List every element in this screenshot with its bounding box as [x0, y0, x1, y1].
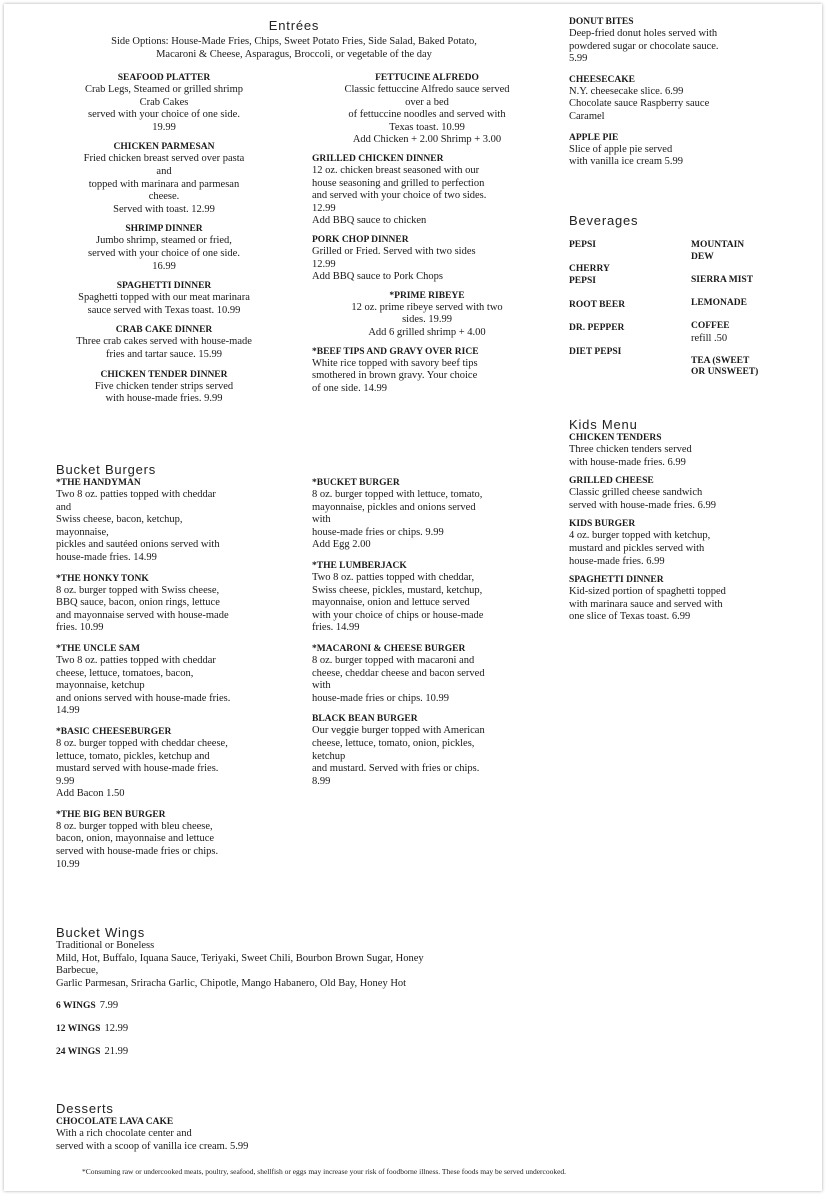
burgers-mid-column [312, 477, 547, 788]
item-name: SEAFOOD PLATTER [117, 73, 211, 83]
menu-item [56, 643, 296, 718]
wings-title: Bucket Wings [56, 925, 146, 940]
item-desc: Kid-sized portion of spaghetti topped with marinara sauce and served with one slice of Texas toast. 6.99 [569, 586, 726, 623]
kids-menu-title: Kids Menu [569, 417, 638, 432]
wing-option-name: 12 WINGS [56, 1024, 101, 1035]
item-desc: Fried chicken breast served over pasta and topped with marinara and parmesan cheese. Served with toast. 12.99 [83, 153, 245, 215]
beverage-item: TEA (SWEET OR UNSWEET) [691, 355, 759, 377]
item-name: *BEEF TIPS AND GRAVY OVER RICE [312, 346, 479, 357]
item-name: GRILLED CHEESE [569, 476, 654, 487]
wing-option-price: 7.99 [99, 1000, 119, 1012]
item-desc: 12 oz. prime ribeye served with two sides. 19.99 Add 6 grilled shrimp + 4.00 [351, 301, 503, 338]
item-name: SPAGHETTI DINNER [569, 575, 664, 586]
menu-item [56, 809, 296, 871]
menu-item [312, 290, 542, 340]
burgers-title: Bucket Burgers [56, 462, 157, 477]
item-desc: Jumbo shrimp, steamed or fried, served with your choice of one side. 16.99 [88, 235, 240, 272]
item-name: FETTUCINE ALFREDO [375, 73, 479, 83]
item-desc: Classic fettuccine Alfredo sauce served over a bed of fettuccine noodles and served with Texas toast. 10.99 Add Chicken + 2.00 Shrimp + 3.00 [344, 84, 510, 146]
item-desc: Our veggie burger topped with American cheese, lettuce, tomato, onion, pickles, ketchup and mustard. Served with fries or chips. 8.99 [312, 725, 485, 787]
beverages-right-list [691, 240, 801, 379]
wing-option-price: 21.99 [104, 1046, 129, 1058]
item-desc: Spaghetti topped with our meat marinara sauce served with Texas toast. 10.99 [78, 292, 250, 316]
side-options: Side Options: House-Made Fries, Chips, Sweet Potato Fries, Side Salad, Baked Potato, Macaroni & Cheese, Asparagus, Broccoli, or vegetable of the day [111, 36, 477, 60]
menu-page [4, 4, 822, 1191]
menu-item [312, 234, 542, 284]
wing-option [56, 1041, 576, 1059]
wing-option [56, 995, 576, 1018]
menu-item [312, 72, 542, 147]
menu-item [569, 74, 789, 124]
beverage-item: CHERRY PEPSI [569, 264, 610, 286]
menu-item [44, 369, 284, 406]
item-desc: Two 8 oz. patties topped with cheddar cheese, lettuce, tomatoes, bacon, mayonnaise, ketchup and onions served with house-made fries. 14.99 [56, 654, 231, 717]
burgers-left-column [56, 477, 296, 871]
item-name: SHRIMP DINNER [125, 224, 203, 235]
menu-item [569, 574, 789, 624]
entrees-left-column [44, 72, 284, 406]
menu-item [312, 560, 547, 635]
kids-menu-section [569, 417, 789, 624]
item-name: CRAB CAKE DINNER [115, 325, 213, 336]
entrees-mid-column [312, 72, 542, 395]
item-desc: 8 oz. burger topped with Swiss cheese, BBQ sauce, bacon, onion rings, lettuce and mayonnaise served with house-made fries. 10.99 [56, 584, 229, 634]
wing-option [56, 1018, 576, 1041]
item-name: *THE HANDYMAN [56, 478, 141, 488]
item-desc: 8 oz. burger topped with cheddar cheese, lettuce, tomato, pickles, ketchup and mustard served with house-made fries. 9.99 Add Bacon 1.50 [56, 737, 228, 800]
desserts-title: Desserts [56, 1101, 114, 1116]
item-desc: Classic grilled cheese sandwich served with house-made fries. 6.99 [569, 487, 716, 511]
item-name: *MACARONI & CHEESE BURGER [312, 643, 466, 654]
item-desc: Two 8 oz. patties topped with cheddar and Swiss cheese, bacon, ketchup, mayonnaise, pickles and sautéed onions served with house-made fries. 14.99 [56, 489, 220, 563]
menu-item [569, 475, 789, 512]
beverage-item: PEPSI [569, 240, 596, 250]
item-name: GRILLED CHICKEN DINNER [312, 153, 444, 164]
beverages-title: Beverages [569, 213, 639, 228]
wings-section [56, 925, 576, 1059]
menu-item [312, 643, 547, 705]
beverage-item: DR. PEPPER [569, 323, 625, 333]
item-desc: Slice of apple pie served with vanilla ice cream 5.99 [569, 143, 683, 168]
menu-item [312, 153, 542, 228]
menu-item [44, 141, 284, 216]
item-name: DONUT BITES [569, 17, 634, 27]
item-desc: Five chicken tender strips served with house-made fries. 9.99 [94, 380, 234, 405]
entrees-title: Entrées [268, 18, 320, 33]
beverage-item: COFFEE [691, 321, 730, 331]
right-desserts-column [569, 16, 789, 169]
beverages-left-list [569, 240, 679, 359]
wing-option-name: 24 WINGS [56, 1047, 101, 1058]
item-name: CHICKEN TENDER DINNER [100, 369, 228, 380]
item-desc: 8 oz. burger topped with bleu cheese, bacon, onion, mayonnaise and lettuce served with house-made fries or chips. 10.99 [56, 820, 219, 870]
menu-item [44, 324, 284, 361]
item-name: APPLE PIE [569, 132, 619, 143]
menu-item [569, 132, 789, 169]
footnote: *Consuming raw or undercooked meats, poultry, seafood, shellfish or eggs may increase your risk of foodborne illness. These foods may be served undercooked. [82, 1167, 567, 1176]
item-name: KIDS BURGER [569, 519, 636, 530]
item-name: SPAGHETTI DINNER [116, 281, 212, 292]
item-desc: Deep-fried donut holes served with powdered sugar or chocolate sauce. 5.99 [569, 28, 719, 65]
beverage-item: LEMONADE [691, 298, 747, 308]
item-name: CHEESECAKE [569, 74, 635, 85]
item-name: CHICKEN PARMESAN [113, 142, 215, 153]
coffee-note: refill .50 [691, 332, 728, 344]
menu-item [44, 72, 284, 134]
item-desc: Three crab cakes served with house-made fries and tartar sauce. 15.99 [76, 336, 252, 360]
wing-option-price: 12.99 [104, 1023, 129, 1035]
item-desc: 8 oz. burger topped with lettuce, tomato, mayonnaise, pickles and onions served with house-made fries or chips. 9.99 Add Egg 2.00 [312, 489, 483, 551]
beverage-item: MOUNTAIN DEW [691, 240, 745, 262]
item-name: *BASIC CHEESEBURGER [56, 726, 172, 737]
item-name: *PRIME RIBEYE [389, 290, 465, 301]
item-name: *THE UNCLE SAM [56, 643, 140, 654]
menu-item [312, 477, 547, 552]
menu-item [44, 223, 284, 273]
menu-item [569, 518, 789, 568]
menu-item [569, 16, 789, 66]
menu-item [56, 477, 296, 565]
item-desc: Two 8 oz. patties topped with cheddar, Swiss cheese, pickles, mustard, ketchup, mayonnaise, onion and lettuce served with your choice of chips or house-made fries. 14.99 [312, 571, 484, 634]
wing-option-name: 6 WINGS [56, 1001, 96, 1012]
menu-item [312, 346, 542, 396]
item-desc: 4 oz. burger topped with ketchup, mustard and pickles served with house-made fries. 6.99 [569, 530, 711, 567]
item-name: *THE BIG BEN BURGER [56, 809, 166, 820]
beverage-item: SIERRA MIST [691, 275, 754, 285]
item-desc: With a rich chocolate center and served with a scoop of vanilla ice cream. 5.99 [56, 1128, 249, 1152]
item-name: *BUCKET BURGER [312, 478, 400, 488]
wings-desc: Traditional or Boneless Mild, Hot, Buffalo, Iquana Sauce, Teriyaki, Sweet Chili, Bourbon Brown Sugar, Honey Barbecue, Garlic Parmesan, Sriracha Garlic, Chipotle, Mango Habanero, Old Bay, Honey Hot [56, 940, 424, 989]
item-name: BLACK BEAN BURGER [312, 714, 418, 725]
item-name: CHOCOLATE LAVA CAKE [56, 1117, 174, 1127]
item-desc: White rice topped with savory beef tips smothered in brown gravy. Your choice of one side. 14.99 [312, 357, 478, 394]
item-name: PORK CHOP DINNER [312, 234, 409, 245]
menu-item [56, 726, 296, 801]
item-desc: N.Y. cheesecake slice. 6.99 Chocolate sauce Raspberry sauce Caramel [569, 85, 710, 122]
item-desc: Three chicken tenders served with house-made fries. 6.99 [569, 444, 692, 468]
item-desc: Grilled or Fried. Served with two sides 12.99 Add BBQ sauce to Pork Chops [312, 245, 476, 283]
menu-item [312, 713, 547, 788]
desserts-section [56, 1101, 456, 1153]
menu-item [56, 573, 296, 635]
item-name: CHICKEN TENDERS [569, 433, 662, 443]
beverage-item: ROOT BEER [569, 300, 626, 310]
beverage-item: DIET PEPSI [569, 347, 622, 357]
menu-item [44, 280, 284, 317]
item-name: *THE LUMBERJACK [312, 560, 407, 571]
menu-item [569, 432, 789, 469]
item-desc: 12 oz. chicken breast seasoned with our house seasoning and grilled to perfection and served with your choice of two sides. 12.99 Add BBQ sauce to chicken [312, 164, 487, 227]
item-name: *THE HONKY TONK [56, 573, 149, 584]
item-desc: 8 oz. burger topped with macaroni and cheese, cheddar cheese and bacon served with house-made fries or chips. 10.99 [312, 654, 485, 704]
item-desc: Crab Legs, Steamed or grilled shrimp Crab Cakes served with your choice of one side. 19.99 [84, 84, 244, 133]
